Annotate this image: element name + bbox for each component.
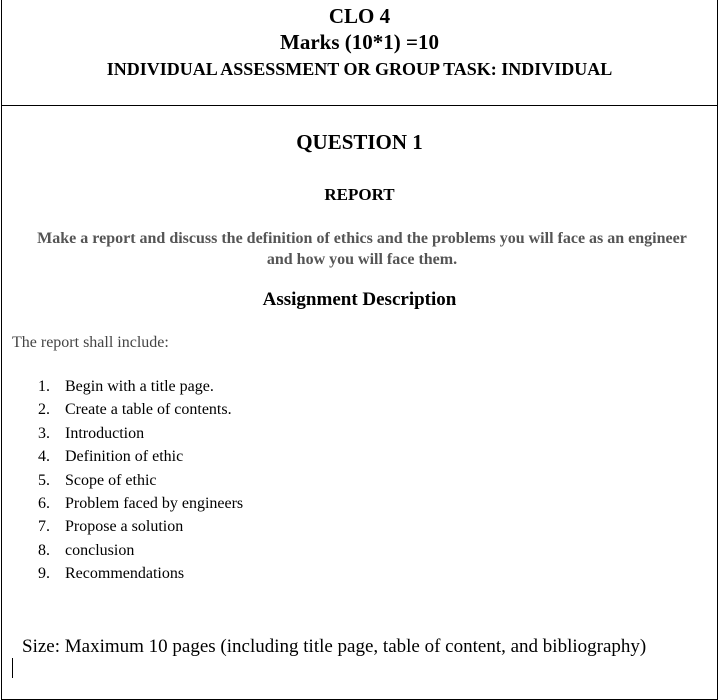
assignment-table xyxy=(1,0,718,700)
list-item xyxy=(38,564,243,587)
list-item xyxy=(38,517,243,540)
requirements-list xyxy=(38,377,243,588)
size-requirement: Size: Maximum 10 pages (including title page, table of content, and bibliography) xyxy=(22,636,647,657)
list-item-text: Propose a solution xyxy=(65,518,184,536)
list-item-number: 7. xyxy=(38,518,50,536)
list-item-number: 4. xyxy=(38,448,50,466)
report-intro: The report shall include: xyxy=(12,334,169,351)
marks-label: Marks (10*1) =10 xyxy=(280,30,439,54)
list-item-text: Create a table of contents. xyxy=(65,401,232,419)
list-item-number: 1. xyxy=(38,378,50,395)
list-item-number: 6. xyxy=(38,494,50,512)
list-item-text: Recommendations xyxy=(65,565,185,583)
assignment-heading: Assignment Description xyxy=(262,289,457,310)
list-item-number: 9. xyxy=(38,565,50,583)
list-item xyxy=(38,494,243,517)
list-item-text: Scope of ethic xyxy=(65,471,157,489)
assessment-type: INDIVIDUAL ASSESSMENT OR GROUP TASK: INDIVIDUAL xyxy=(106,59,613,79)
list-item xyxy=(38,541,243,564)
header-cell xyxy=(2,0,717,106)
list-item xyxy=(38,377,243,400)
list-item-text: Definition of ethic xyxy=(65,448,184,466)
list-item xyxy=(38,447,243,470)
clo-label: CLO 4 xyxy=(328,4,391,28)
list-item xyxy=(38,424,243,447)
report-heading: REPORT xyxy=(324,185,395,204)
list-item-number: 3. xyxy=(38,424,50,442)
list-item-number: 2. xyxy=(38,401,50,419)
list-item-number: 8. xyxy=(38,541,50,559)
list-item xyxy=(38,471,243,494)
list-item xyxy=(38,400,243,423)
list-item-text: Introduction xyxy=(65,424,145,442)
list-item-text: Begin with a title page. xyxy=(65,378,214,395)
task-description: Make a report and discuss the definition of ethics and the problems you will face as an engineer and how you will face them. xyxy=(37,230,687,268)
list-item-number: 5. xyxy=(38,471,50,489)
list-item-text: conclusion xyxy=(65,541,135,559)
list-item-text: Problem faced by engineers xyxy=(65,494,244,512)
text-cursor[interactable] xyxy=(12,658,13,678)
question-title: QUESTION 1 xyxy=(296,130,423,154)
